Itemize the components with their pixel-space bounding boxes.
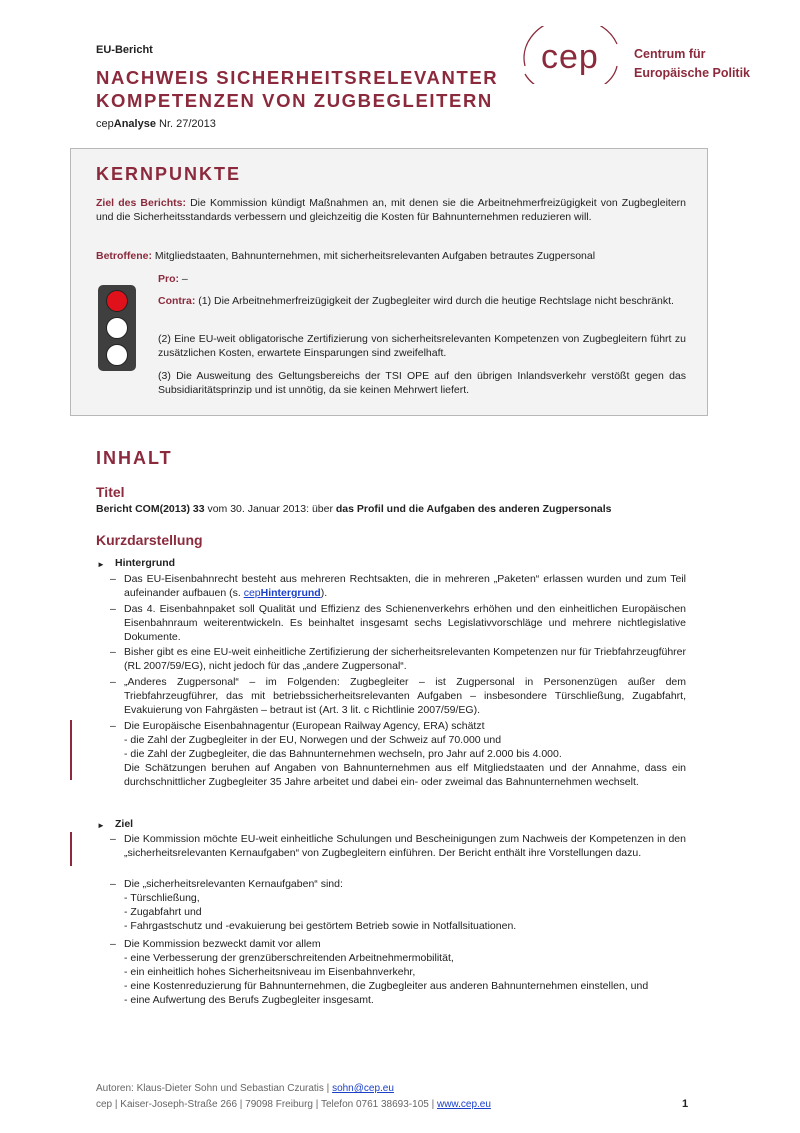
kernpunkte-title: KERNPUNKTE — [96, 164, 242, 184]
ziel-b2-item: - Türschließung, — [124, 892, 200, 904]
contra-label: Contra: — [158, 295, 196, 307]
ziel-b2-intro: Die „sicherheitsrelevanten Kernaufgaben“ sind: — [124, 878, 343, 890]
kurzdarstellung-heading: Kurzdarstellung — [96, 532, 203, 548]
logo-org-line-2: Europäische Politik — [634, 66, 751, 80]
ziel-b3-item: - ein einheitlich hohes Sicherheitsniveau im Eisenbahnverkehr, — [124, 966, 416, 978]
footer-address — [96, 1099, 491, 1110]
betroffene-label: Betroffene: — [96, 250, 153, 262]
hintergrund-bullet-4: – „Anderes Zugpersonal“ – im Folgenden: Zugbegleiter – ist Zugpersonal in Personenzügen außer dem Triebfahrzeugführer, das mit betriebssicherheitsrelevanten Aufgaben – insbesondere Türschließung, Zugabfahrt, Evakuierung von Fahrgästen – betraut ist (Art. 3 lit. c Richtlinie 2007/59/EG). — [110, 676, 686, 716]
ziel-heading: Ziel — [115, 818, 134, 830]
titel-text — [96, 502, 686, 516]
hg-b3: Bisher gibt es eine EU-weit einheitliche Zertifizierung der sicherheitsrelevanten Kompetenzen nur für Triebfahrzeugführer (RL 2007/59/EG), nicht jedoch für das „andere Zugpersonal“. — [124, 646, 686, 672]
hg-b4: „Anderes Zugpersonal“ – im Folgenden: Zugbegleiter – ist Zugpersonal in Personenzügen außer dem Triebfahrzeugführer, das mit betriebssicherheitsrelevanten Aufgaben – insbesondere Türschließung, Zugabfahrt, Evakuierung von Fahrgästen – betraut ist (Art. 3 lit. c Richtlinie 2007/59/EG). — [124, 676, 686, 716]
footer-address-text: cep | Kaiser-Joseph-Straße 266 | 79098 Freiburg | Telefon 0761 38693-105 | — [96, 1099, 437, 1110]
titel-mid: vom 30. Januar 2013: über — [204, 503, 336, 515]
series-bold: Analyse — [113, 118, 156, 130]
ziel-des-berichts — [96, 196, 686, 224]
ziel-bullet-1: – Die Kommission möchte EU-weit einheitliche Schulungen und Bescheinigungen zum Nachweis der Kompetenzen in den „sicherheitsrelevanten Kernaufgaben“ von Zugbegleitern einführen. Der Bericht enthält ihre Vorstellungen dazu. — [110, 833, 686, 859]
betroffene — [96, 249, 686, 263]
contra-1 — [158, 294, 686, 308]
contra-2: (2) Eine EU-weit obligatorische Zertifizierung von sicherheitsrelevanten Kompetenzen von Zugbegleitern führt zu zusätzlichen Kosten, erwartete Einsparungen sind zweifelhaft. — [158, 333, 686, 359]
hg-b2: Das 4. Eisenbahnpaket soll Qualität und Effizienz des Schienenverkehrs erhöhen und den einheitlichen Europäischen Eisenbahnraum weiterentwickeln. Es beinhaltet insgesamt sechs Legislativvorschläge und mehrere nichtlegislative Dokumente. — [124, 603, 686, 643]
ziel-bullet-3: – Die Kommission bezweckt damit vor allem - eine Verbesserung der grenzüberschreitenden Arbeitnehmermobilität, - ein einheitlich hohes Sicherheitsniveau im Eisenbahnverkehr, - eine Kostenreduzierung für Bahnunternehmen, die Zugbegleiter aus anderen Bahnunternehmen einstellen, und - eine Aufwertung des Berufs Zugbegleiter insgesamt. — [124, 937, 686, 1007]
link-bold: Hintergrund — [260, 587, 321, 599]
bullet-arrow-icon: ► — [97, 821, 105, 830]
betroffene-text: Mitgliedstaaten, Bahnunternehmen, mit sicherheitsrelevanten Aufgaben betrautes Zugpersonal — [152, 250, 596, 262]
logo-word: cep — [541, 38, 599, 76]
ziel-text: Die Kommission kündigt Maßnahmen an, mit denen sie die Arbeitnehmerfreizügigkeit von Zugbegleitern und die Sicherheitsstandards verbessern und gleichzeitig die Kosten für Bahnunternehmen reduzieren will. — [96, 197, 687, 223]
margin-bar — [70, 832, 72, 866]
hg-b5-intro: Die Europäische Eisenbahnagentur (European Railway Agency, ERA) schätzt — [124, 720, 485, 732]
footer-authors-text: Autoren: Klaus-Dieter Sohn und Sebastian Czuratis | — [96, 1083, 333, 1094]
series-prefix: cep — [96, 118, 114, 130]
logo-org-line-1: Centrum für — [634, 47, 706, 61]
series-number — [96, 118, 216, 130]
contra-1-text: (1) Die Arbeitnehmerfreizügigkeit der Zugbegleiter wird durch die heutige Rechtslage nicht beschränkt. — [195, 295, 674, 307]
ziel-b1: Die Kommission möchte EU-weit einheitliche Schulungen und Bescheinigungen zum Nachweis der Kompetenzen in den „sicherheitsrelevanten Kernaufgaben“ von Zugbegleitern einführen. Der Bericht enthält ihre Vorstellungen dazu. — [124, 833, 686, 859]
traffic-light-red-lamp — [106, 290, 128, 312]
hg-b5-c: Die Schätzungen beruhen auf Angaben von Bahnunternehmen aus elf Mitgliedstaaten und der Annahme, dass ein durchschnittlicher Zugbegleiter 35 Jahre arbeitet und dabei ein- oder zweimal das Bahnunternehmen wechselt. — [124, 762, 686, 788]
doc-type: EU-Bericht — [96, 44, 153, 56]
hintergrund-bullet-5: – Die Europäische Eisenbahnagentur (European Railway Agency, ERA) schätzt - die Zahl der Zugbegleiter in der EU, Norwegen und der Schweiz auf 70.000 und - die Zahl der Zugbegleiter, die das Bahnunternehmen wechseln, pro Jahr auf 2.000 bis 4.000. Die Schätzungen beruhen auf Angaben von Bahnunternehmen aus elf Mitgliedstaaten und der Annahme, dass ein durchschnittlicher Zugbegleiter 35 Jahre arbeitet und dabei ein- oder zweimal das Bahnunternehmen wechselt. — [110, 720, 686, 788]
logo-org — [634, 45, 750, 83]
inhalt-title: INHALT — [96, 448, 173, 468]
bullet-arrow-icon: ► — [97, 560, 105, 569]
ziel-b3-item: - eine Aufwertung des Berufs Zugbegleiter insgesamt. — [124, 994, 374, 1006]
titel-heading: Titel — [96, 484, 125, 500]
traffic-light-bottom-lamp — [106, 344, 128, 366]
title-line-1: NACHWEIS SICHERHEITSRELEVANTER — [96, 67, 499, 88]
page-title — [96, 66, 498, 112]
ziel-b3-item: - eine Verbesserung der grenzüberschreitenden Arbeitnehmermobilität, — [124, 952, 454, 964]
pro-text: – — [179, 273, 188, 285]
ziel-bullet-2: – Die „sicherheitsrelevanten Kernaufgaben“ sind: - Türschließung, - Zugabfahrt und - Fahrgastschutz und -evakuierung bei gestörtem Betrieb sowie in Notfallsituationen. — [124, 877, 686, 933]
traffic-light-icon — [98, 285, 136, 371]
ziel-b3-intro: Die Kommission bezweckt damit vor allem — [124, 938, 321, 950]
pro — [158, 272, 686, 286]
cep-hintergrund-link[interactable] — [244, 587, 321, 599]
hintergrund-bullet-2: – Das 4. Eisenbahnpaket soll Qualität und Effizienz des Schienenverkehrs erhöhen und den einheitlichen Europäischen Eisenbahnraum weiterentwickeln. Es beinhaltet insgesamt sechs Legislativvorschläge und mehrere nichtlegislative Dokumente. — [110, 603, 686, 643]
traffic-light-middle-lamp — [106, 317, 128, 339]
footer-authors — [96, 1083, 394, 1094]
series-num: Nr. 27/2013 — [155, 118, 216, 130]
ziel-b2-item: - Zugabfahrt und — [124, 906, 202, 918]
footer-website-link[interactable]: www.cep.eu — [436, 1099, 491, 1110]
link-prefix: cep — [243, 587, 261, 599]
hg-b1-post: ). — [320, 587, 328, 599]
hg-b1-pre: Das EU-Eisenbahnrecht besteht aus mehreren Rechtsakten, die in mehreren „Paketen“ erlassen wurden und zum Teil aufeinander aufbauen (s. — [124, 573, 686, 599]
page-number: 1 — [682, 1098, 689, 1110]
hg-b5-b: - die Zahl der Zugbegleiter, die das Bahnunternehmen wechseln, pro Jahr auf 2.000 bis 4.000. — [124, 748, 562, 760]
ziel-b3-item: - eine Kostenreduzierung für Bahnunternehmen, die Zugbegleiter aus anderen Bahnunternehmen einstellen, und — [124, 980, 649, 992]
hintergrund-bullet-3: – Bisher gibt es eine EU-weit einheitliche Zertifizierung der sicherheitsrelevanten Kompetenzen nur für Triebfahrzeugführer (RL 2007/59/EG), nicht jedoch für das „andere Zugpersonal“. — [110, 646, 686, 672]
margin-bar — [70, 720, 72, 780]
footer-email-link[interactable]: sohn@cep.eu — [332, 1083, 394, 1094]
titel-bold: das Profil und die Aufgaben des anderen Zugpersonals — [335, 503, 612, 515]
ziel-b2-item: - Fahrgastschutz und -evakuierung bei gestörtem Betrieb sowie in Notfallsituationen. — [124, 920, 517, 932]
titel-ref: Bericht COM(2013) 33 — [96, 503, 205, 515]
pro-label: Pro: — [158, 273, 179, 285]
hintergrund-heading: Hintergrund — [115, 557, 176, 569]
hg-b5-a: - die Zahl der Zugbegleiter in der EU, Norwegen und der Schweiz auf 70.000 und — [124, 734, 502, 746]
hintergrund-bullet-1: – Das EU-Eisenbahnrecht besteht aus mehreren Rechtsakten, die in mehreren „Paketen“ erlassen wurden und zum Teil aufeinander aufbauen (s. cepHintergrund). — [110, 573, 686, 599]
title-line-2: KOMPETENZEN VON ZUGBEGLEITERN — [96, 90, 493, 111]
ziel-label: Ziel des Berichts: — [96, 197, 186, 209]
contra-3: (3) Die Ausweitung des Geltungsbereichs der TSI OPE auf den übrigen Inlandsverkehr verstößt gegen das Subsidiaritätsprinzip und ist unnötig, da sie keinen Mehrwert liefert. — [158, 370, 686, 396]
